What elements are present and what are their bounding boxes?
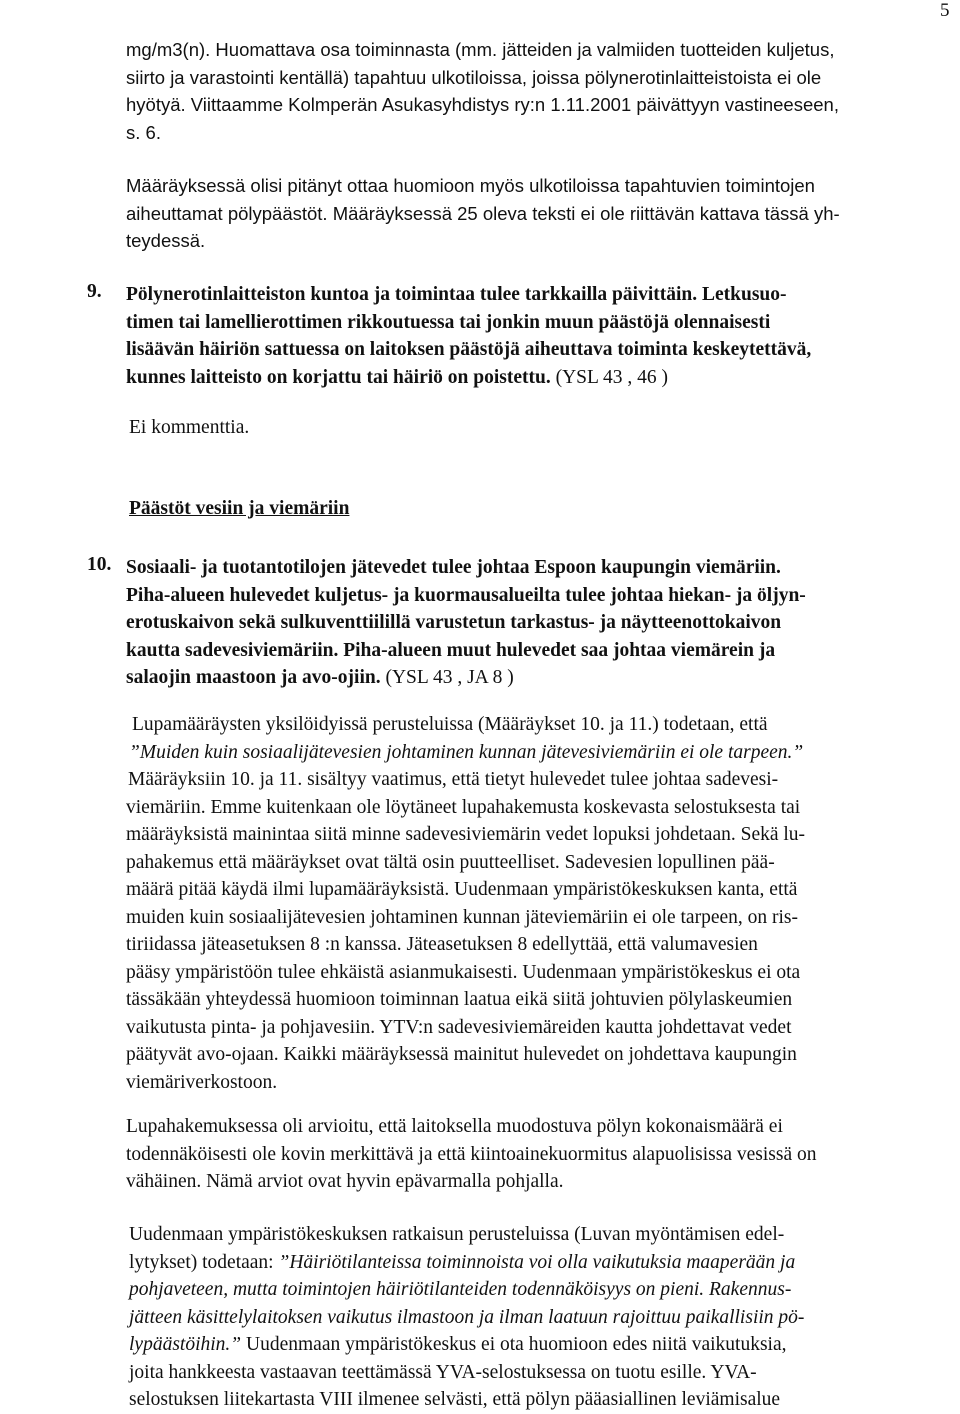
item-number-10: 10. — [87, 554, 112, 575]
text-line: viemäriin. Emme kuitenkaan ole löytäneet lupahakemusta koskevasta selostuksesta tai — [126, 796, 801, 818]
text-line: salaojin maastoon ja avo-ojiin. (YSL 43 , JA 8 ) — [126, 667, 514, 688]
text-line: Määräyksessä olisi pitänyt ottaa huomioon myös ulkotiloissa tapahtuvien toimintojen — [126, 175, 815, 196]
statute-reference: (YSL 43 , JA 8 ) — [380, 667, 514, 688]
text-line: joita hankkeesta vastaavan teettämässä YVA-selostuksessa on tuotu esille. YVA- — [129, 1361, 757, 1383]
text-line: Lupahakemuksessa oli arvioitu, että laitoksella muodostuva pölyn kokonaismäärä ei — [126, 1116, 783, 1137]
item-9-text — [126, 281, 960, 391]
text-line: lytykset) todetaan: ”Häiriötilanteissa toiminnoista voi olla vaikutuksia maaperään ja — [129, 1251, 796, 1273]
quote-line: ”Muiden kuin sosiaalijätevesien johtaminen kunnan jätevesiviemäriin ei ole tarpeen.” — [129, 741, 804, 763]
text-line: määräyksistä mainintaa siitä minne sadevesiviemärin vedet lopuksi johdetaan. Sekä lu- — [126, 824, 806, 845]
section-heading: Päästöt vesiin ja viemäriin — [129, 498, 350, 519]
text-line: todennäköisesti ole kovin merkittävä ja että kiintoainekuormitus alapuolisissa vesissä on — [126, 1143, 817, 1165]
text-line: kautta sadevesiviemäriin. Piha-alueen muut hulevedet saa johtaa viemärein ja — [126, 639, 776, 661]
page-number: 5 — [940, 0, 950, 21]
statute-reference: (YSL 43 , 46 ) — [550, 366, 669, 388]
text-line: s. 6. — [126, 121, 161, 143]
text-line: pahakemus että määräykset ovat tältä osin puutteelliset. Sadevesien lopullinen pää- — [126, 851, 775, 873]
text-line: aiheuttamat pölypäästöt. Määräyksessä 25 oleva teksti ei ole riittävän kattava tässä yh- — [126, 202, 840, 224]
text-line: Uudenmaan ympäristökeskuksen ratkaisun perusteluissa (Luvan myöntämisen edel- — [129, 1224, 785, 1245]
text-line: mg/m3(n). Huomattava osa toiminnasta (mm. jätteiden ja valmiiden tuotteiden kuljetus, — [126, 39, 835, 60]
text-line: hyötyä. Viittaamme Kolmperän Asukasyhdistys ry:n 1.11.2001 päivättyyn vastineeseen, — [126, 94, 839, 115]
intro-paragraph — [126, 36, 960, 146]
paragraph-permit-reasoning — [126, 711, 960, 1096]
text-line: teydessä. — [126, 230, 206, 251]
text-line: Sosiaali- ja tuotantotilojen jätevedet tulee johtaa Espoon kaupungin viemäriin. — [126, 557, 781, 578]
text-line: selostuksen liitekartasta VIII ilmenee selvästi, että pölyn pääasiallinen leviämisalue — [129, 1389, 781, 1410]
text-line: päätyvät avo-ojaan. Kaikki määräyksessä mainitut hulevedet on johdettava kaupungin — [126, 1044, 797, 1065]
text-line: siirto ja varastointi kentällä) tapahtuu ulkotiloissa, joissa pölynerotinlaitteistoista ei ole — [126, 66, 822, 88]
text-line: Määräyksiin 10. ja 11. sisältyy vaatimus, että tietyt hulevedet tulee johtaa sadevesi- — [128, 769, 779, 790]
text-line: vähäinen. Nämä arviot ovat hyvin epävarmalla pohjalla. — [126, 1171, 564, 1192]
paragraph-dust-estimate — [126, 1113, 960, 1196]
text-line: vaikutusta pinta- ja pohjavesiin. YTV:n sadevesiviemäreiden kautta johdettavat vedet — [126, 1016, 792, 1038]
text-line: kunnes laitteisto on korjattu tai häiriö on poistettu. (YSL 43 , 46 ) — [126, 366, 669, 388]
text-line: Pölynerotinlaitteiston kuntoa ja toimintaa tulee tarkkailla päivittäin. Letkusuo- — [126, 284, 787, 305]
text-line: lisäävän häiriön sattuessa on laitoksen päästöjä aiheuttava toiminta keskeytettävä, — [126, 339, 812, 360]
text-line: Lupamääräysten yksilöidyissä perusteluissa (Määräykset 10. ja 11.) todetaan, että — [132, 714, 768, 735]
paragraph-decision-reasoning — [129, 1221, 960, 1414]
comment-paragraph — [126, 172, 960, 255]
item-9-comment: Ei kommenttia. — [129, 417, 250, 438]
text-line: muiden kuin sosiaalijätevesien johtaminen kunnan jäteviemäriin ei ole tarpeen, on ris- — [126, 906, 799, 928]
quote-line: pohjaveteen, mutta toimintojen häiriötilanteiden todennäköisyys on pieni. Rakennus- — [129, 1279, 792, 1300]
text-line: määrä pitää käydä ilmi lupamääräyksistä. Uudenmaan ympäristökeskuksen kanta, että — [126, 879, 798, 900]
text-line: viemäriverkostoon. — [126, 1071, 278, 1093]
text-line: lypäästöihin.” Uudenmaan ympäristökeskus ei ota huomioon edes niitä vaikutuksia, — [129, 1334, 787, 1355]
item-number-9: 9. — [87, 281, 102, 302]
text-line: timen tai lamellierottimen rikkoutuessa tai jonkin muun päästöjä olennaisesti — [126, 311, 771, 333]
text-line: tiriidassa jäteasetuksen 8 :n kanssa. Jäteasetuksen 8 edellyttää, että valumavesien — [126, 934, 758, 955]
quote-line: jätteen käsittelylaitoksen vaikutus ilmastoon ja ilman laatuun rajoittuu paikallisiin pö- — [129, 1306, 805, 1328]
text-line: pääsy ympäristöön tulee ehkäistä asianmukaisesti. Uudenmaan ympäristökeskus ei ota — [126, 961, 801, 983]
text-line: tässäkään yhteydessä huomioon toiminnan laatua eikä siitä johtuvien pölylaskeumien — [126, 989, 793, 1010]
item-10-text — [126, 554, 960, 692]
text-line: erotuskaivon sekä sulkuventtiilillä varustetun tarkastus- ja näytteenottokaivon — [126, 612, 782, 633]
text-line: Piha-alueen hulevedet kuljetus- ja kuormausalueilta tulee johtaa hiekan- ja öljyn- — [126, 584, 806, 606]
